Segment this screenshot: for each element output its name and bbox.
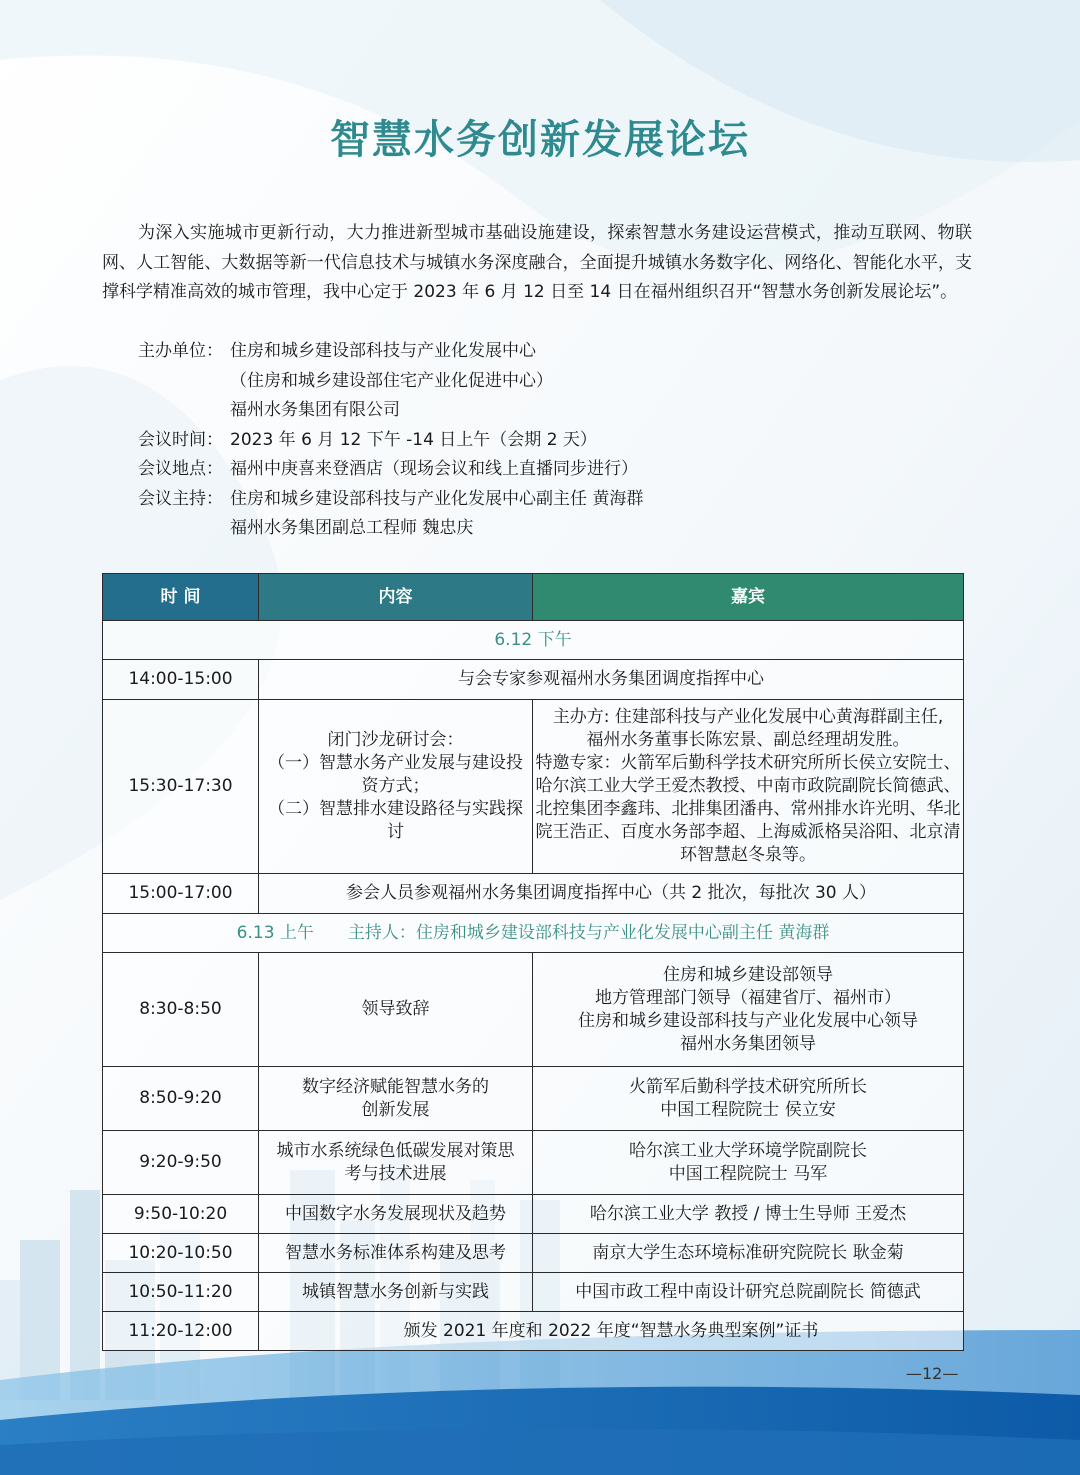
row-guest: 哈尔滨工业大学 教授 / 博士生导师 王爱杰 — [533, 1195, 964, 1234]
row-time: 14:00-15:00 — [103, 660, 259, 700]
row-content: 与会专家参观福州水务集团调度指挥中心 — [259, 660, 964, 700]
table-row — [103, 1312, 964, 1351]
row-time: 8:50-9:20 — [103, 1067, 259, 1131]
table-row — [103, 953, 964, 1067]
row-time: 11:20-12:00 — [103, 1312, 259, 1351]
host-label: 会议主持： — [138, 488, 223, 509]
table-row — [103, 874, 964, 914]
table-row — [103, 1067, 964, 1131]
header-guest: 嘉宾 — [533, 574, 964, 621]
row-guest: 火箭军后勤科学技术研究所所长 中国工程院院士 侯立安 — [533, 1067, 964, 1131]
organizer-label: 主办单位： — [138, 341, 223, 361]
header-time: 时 间 — [103, 574, 259, 621]
host-1: 住房和城乡建设部科技与产业化发展中心副主任 黄海群 — [230, 488, 644, 509]
row-content: 中国数字水务发展现状及趋势 — [259, 1195, 533, 1234]
section-613: 6.13 上午 主持人：住房和城乡建设部科技与产业化发展中心副主任 黄海群 — [103, 914, 964, 953]
row-content: 领导致辞 — [259, 953, 533, 1067]
row-time: 9:50-10:20 — [103, 1195, 259, 1234]
row-content: 数字经济赋能智慧水务的 创新发展 — [259, 1067, 533, 1131]
row-content: 智慧水务标准体系构建及思考 — [259, 1234, 533, 1273]
row-time: 10:50-11:20 — [103, 1273, 259, 1312]
row-guest: 哈尔滨工业大学环境学院副院长 中国工程院院士 马军 — [533, 1131, 964, 1195]
table-row — [103, 1195, 964, 1234]
row-content: 城市水系统绿色低碳发展对策思 考与技术进展 — [259, 1131, 533, 1195]
host-2: 福州水务集团副总工程师 魏忠庆 — [230, 518, 474, 538]
row-guest: 主办方: 住建部科技与产业化发展中心黄海群副主任, 福州水务董事长陈宏景、副总经理胡发胜。 特邀专家：火箭军后勤科学技术研究所所长侯立安院士、哈尔滨工业大学王爱杰教授、中南市政院副院长简德武、北控集团李鑫玮、北排集团潘冉、常州排水许光明、华北院王浩正、百度水务部李超、上海威派格吴浴阳、北京清环智慧赵冬泉等。 — [533, 700, 964, 874]
row-time: 9:20-9:50 — [103, 1131, 259, 1195]
meeting-time: 2023 年 6 月 12 下午 -14 日上午（会期 2 天） — [230, 429, 597, 450]
row-time: 15:30-17:30 — [103, 700, 259, 874]
table-row — [103, 660, 964, 700]
organizer-3: 福州水务集团有限公司 — [230, 400, 400, 420]
meeting-place: 福州中庚喜来登酒店（现场会议和线上直播同步进行） — [230, 459, 638, 479]
schedule-table — [102, 573, 964, 1351]
page-title: 智慧水务创新发展论坛 — [330, 117, 750, 163]
row-guest: 住房和城乡建设部领导 地方管理部门领导（福建省厅、福州市） 住房和城乡建设部科技与产业化发展中心领导 福州水务集团领导 — [533, 953, 964, 1067]
row-time: 8:30-8:50 — [103, 953, 259, 1067]
row-guest: 南京大学生态环境标准研究院院长 耿金菊 — [533, 1234, 964, 1273]
row-guest: 中国市政工程中南设计研究总院副院长 简德武 — [533, 1273, 964, 1312]
place-row — [138, 455, 230, 485]
row-content: 闭门沙龙研讨会： （一）智慧水务产业发展与建设投资方式； （二）智慧排水建设路径与实践探讨 — [259, 700, 533, 874]
section-row-612 — [103, 621, 964, 660]
page-number: —12— — [906, 1364, 959, 1383]
row-time: 10:20-10:50 — [103, 1234, 259, 1273]
table-row — [103, 1234, 964, 1273]
row-content: 参会人员参观福州水务集团调度指挥中心（共 2 批次，每批次 30 人） — [259, 874, 964, 914]
header-content: 内容 — [259, 574, 533, 621]
row-content: 城镇智慧水务创新与实践 — [259, 1273, 533, 1312]
table-row — [103, 700, 964, 874]
host-row — [138, 485, 230, 515]
section-612: 6.12 下午 — [103, 621, 964, 660]
table-row — [103, 1273, 964, 1312]
row-content: 颁发 2021 年度和 2022 年度“智慧水务典型案例”证书 — [259, 1312, 964, 1351]
organizer-1: 住房和城乡建设部科技与产业化发展中心 — [230, 341, 536, 361]
table-header-row — [103, 574, 964, 621]
time-row — [138, 426, 230, 456]
organizer-row — [138, 337, 230, 367]
row-time: 15:00-17:00 — [103, 874, 259, 914]
section-row-613 — [103, 914, 964, 953]
organizer-2: （住房和城乡建设部住宅产业化促进中心） — [230, 370, 553, 391]
place-label: 会议地点： — [138, 459, 223, 479]
table-row — [103, 1131, 964, 1195]
intro-paragraph: 为深入实施城市更新行动，大力推进新型城市基础设施建设，探索智慧水务建设运营模式，推动互联网、物联网、人工智能、大数据等新一代信息技术与城镇水务深度融合，全面提升城镇水务数字化、网络化、智能化水平，支撑科学精准高效的城市管理，我中心定于 2023 年 6 月 12 日至 14 日在福州组织召开“智慧水务创新发展论坛”。 — [102, 223, 972, 302]
time-label: 会议时间： — [138, 429, 223, 450]
